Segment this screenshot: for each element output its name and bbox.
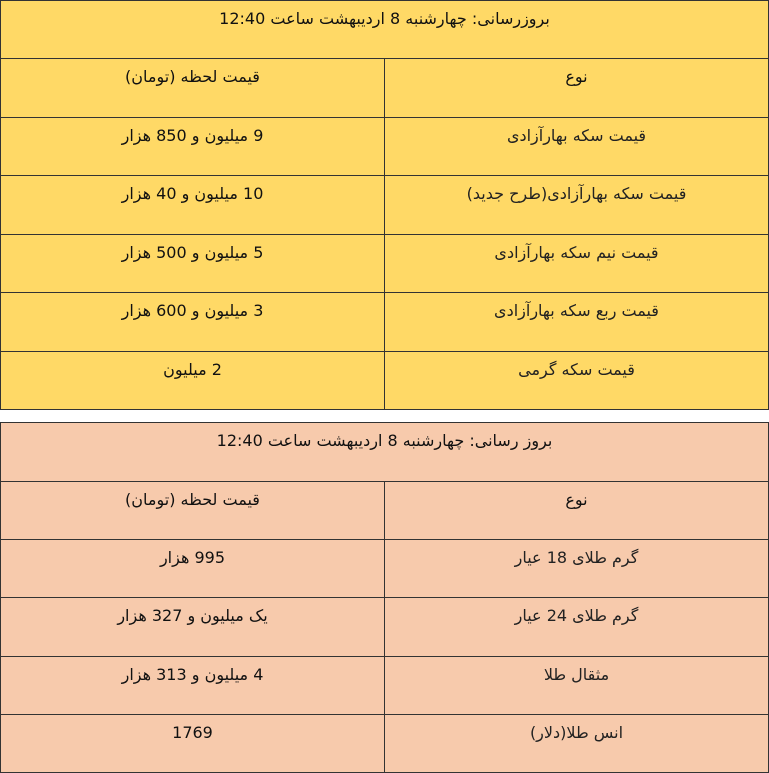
type-label: گرم طلای 24 عیار (514, 606, 639, 626)
update-time-cell (1, 1, 769, 59)
table-row (1, 714, 769, 772)
type-label: قیمت سکه بهارآزادی(طرح جدید) (466, 184, 687, 203)
header-price-cell (1, 482, 385, 540)
type-label: گرم طلای 18 عیار (514, 548, 639, 568)
price-cell (1, 656, 385, 714)
price-cell (1, 598, 385, 656)
price-value: 995 هزار (159, 548, 226, 568)
type-label: قیمت نیم سکه بهارآزادی (494, 242, 659, 262)
price-cell (1, 176, 385, 235)
type-label: قیمت سکه بهارآزادی (506, 125, 647, 145)
type-label: مثقال طلا (543, 664, 610, 684)
type-cell (385, 117, 769, 176)
header-price-label: قیمت لحظه (تومان) (125, 490, 260, 509)
price-value: 4 میلیون و 313 هزار (121, 664, 264, 684)
price-value: 2 میلیون (163, 359, 222, 379)
type-cell (385, 351, 769, 410)
update-time-text: بروزرسانی: چهارشنبه 8 اردیبهشت ساعت 12:40 (219, 9, 550, 28)
header-type-label: نوع (565, 490, 588, 509)
price-value: 10 میلیون و 40 هزار (121, 184, 264, 203)
update-time-text: بروز رسانی: چهارشنبه 8 اردیبهشت ساعت 12:40 (216, 431, 553, 450)
table-row (1, 540, 769, 598)
price-value: 5 میلیون و 500 هزار (121, 242, 264, 262)
type-cell (385, 714, 769, 772)
price-cell (1, 234, 385, 293)
price-cell (1, 714, 385, 772)
price-value: 9 میلیون و 850 هزار (121, 125, 264, 145)
header-type-label: نوع (565, 67, 588, 86)
type-cell (385, 656, 769, 714)
table-row (1, 234, 769, 293)
price-cell (1, 117, 385, 176)
price-value: یک میلیون و 327 هزار (117, 606, 268, 626)
type-label: قیمت سکه گرمی (518, 359, 635, 379)
type-label: انس طلا(دلار) (529, 722, 624, 742)
table-row (1, 351, 769, 410)
price-cell (1, 293, 385, 352)
gold-price-table (0, 422, 769, 773)
header-price-cell (1, 59, 385, 118)
type-cell (385, 598, 769, 656)
header-type-cell (385, 59, 769, 118)
price-cell (1, 351, 385, 410)
type-cell (385, 540, 769, 598)
table-row (1, 656, 769, 714)
table-row (1, 598, 769, 656)
update-time-cell (1, 423, 769, 482)
price-cell (1, 540, 385, 598)
type-cell (385, 176, 769, 235)
table-header-row (1, 482, 769, 540)
type-label: قیمت ربع سکه بهارآزادی (494, 301, 659, 320)
table-row (1, 176, 769, 235)
table-row (1, 293, 769, 352)
header-type-cell (385, 482, 769, 540)
table-row-update (1, 1, 769, 59)
price-value: 3 میلیون و 600 هزار (121, 301, 264, 320)
table-header-row (1, 59, 769, 118)
price-value: 1769 (172, 722, 213, 742)
header-price-label: قیمت لحظه (تومان) (125, 67, 260, 86)
table-row (1, 117, 769, 176)
type-cell (385, 293, 769, 352)
type-cell (385, 234, 769, 293)
table-row-update (1, 423, 769, 482)
